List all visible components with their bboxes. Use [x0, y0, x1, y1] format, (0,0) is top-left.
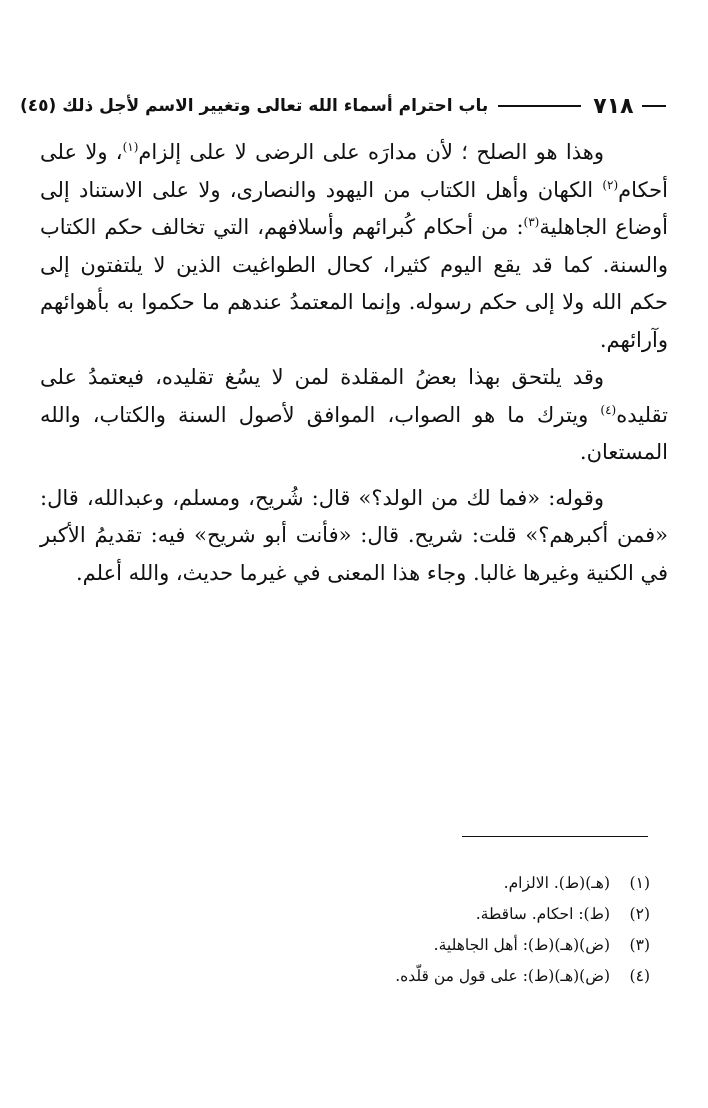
main-text [40, 134, 668, 592]
running-header [20, 86, 666, 126]
footnote-number: (٤) [629, 967, 650, 985]
header-rule-right [642, 105, 666, 107]
paragraph-2-text-2: ويترك ما هو الصواب، الموافق لأصول السنة والكتاب، والله المستعان. [40, 402, 668, 464]
paragraph-1 [40, 134, 668, 359]
footnote-number: (٣) [629, 936, 650, 954]
paragraph-1-text-2: ، ولا على أحكام [40, 140, 668, 202]
footnote-ref-3: (٣) [523, 215, 540, 229]
footnote-4 [50, 961, 650, 992]
footnote-separator [462, 836, 648, 837]
paragraph-3: وقوله: «فما لك من الولد؟» قال: شُريح، ومسلم، وعبدالله، قال: «فمن أكبرهم؟» قلت: شريح. قال: «فأنت أبو شريح» فيه: تقديمُ الأكبر في الكنية وغيرها غالبا. وجاء هذا المعنى في غيرما حديث، والله أعلم. [40, 485, 668, 585]
page-number: ٧١٨ [593, 93, 634, 119]
footnotes [50, 868, 650, 992]
footnote-text: (ض)(هـ)(ط): أهل الجاهلية. [433, 936, 610, 954]
paragraph-2-text-1: وقد يلتحق بهذا بعضُ المقلدة لمن لا يسُغ تقليده، فيعتمدُ على تقليده [40, 365, 668, 427]
footnote-text: (ط): احكام. ساقطة. [475, 905, 610, 923]
chapter-title: باب احترام أسماء الله تعالى وتغيير الاسم لأجل ذلك (٤٥) [20, 96, 489, 116]
footnote-number: (٢) [629, 905, 650, 923]
footnote-text: (هـ)(ط). الالزام. [503, 874, 610, 892]
footnote-ref-2: (٢) [602, 177, 619, 192]
header-rule-middle [498, 105, 581, 107]
footnote-ref-4: (٤) [600, 402, 617, 417]
footnote-number: (١) [629, 874, 650, 892]
paragraph-1-text-1: وهذا هو الصلح ؛ لأن مدارَه على الرضى لا على إلزام [138, 140, 604, 164]
footnote-2 [50, 899, 650, 930]
footnote-3 [50, 930, 650, 961]
footnote-ref-1: (١) [122, 140, 139, 154]
paragraph-2 [40, 359, 668, 472]
paragraph-1-text-3: الكهان وأهل الكتاب من اليهود والنصارى، ولا على الاستناد إلى أوضاع الجاهلية [40, 177, 668, 239]
paragraph-1-text-4: : من أحكام كُبرائهم وأسلافهم، التي تخالف حكم الكتاب والسنة. كما قد يقع اليوم كثيرا، كحال الطواغيت الذين لا يلتفتون إلى حكم الله ولا إلى حكم رسوله. وإنما المعتمدُ عندهم ما حكموا به بأهوائهم وآرائهم. [40, 215, 668, 352]
footnote-text: (ض)(هـ)(ط): على قول من قلّده. [395, 967, 610, 985]
footnote-1 [50, 868, 650, 899]
